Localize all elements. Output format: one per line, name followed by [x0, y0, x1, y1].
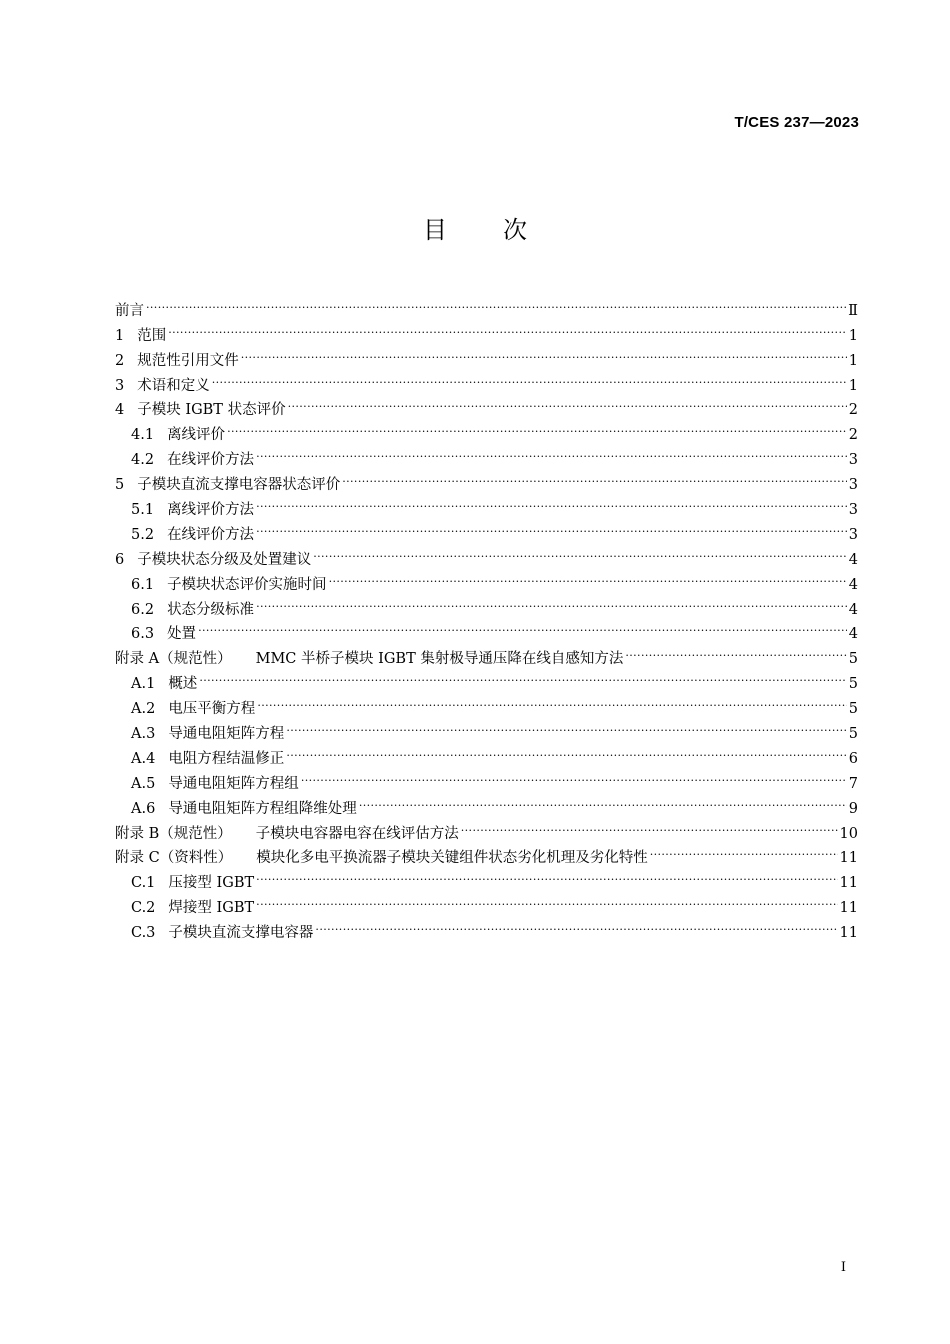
toc-entry-number: 5: [115, 477, 125, 494]
toc-entry-title: 离线评价方法: [167, 502, 255, 519]
toc-entry-number: A.6: [131, 800, 156, 817]
toc-entry-title: 在线评价方法: [167, 452, 255, 469]
toc-dot-leader: [212, 365, 847, 390]
toc-dot-leader: [461, 813, 838, 838]
toc-dot-leader: [625, 638, 846, 663]
toc-entry-title: 压接型 IGBT: [168, 875, 255, 892]
toc-entry[interactable]: [115, 663, 858, 693]
toc-dot-leader: [313, 539, 847, 564]
toc-entry-number: 4.2: [131, 452, 155, 469]
toc-entry-title: 前言: [115, 302, 144, 319]
toc-entry-number: A.1: [131, 676, 156, 693]
toc-dot-leader: [227, 414, 847, 439]
toc-entry-page: 7: [848, 775, 858, 792]
toc-entry[interactable]: [115, 390, 858, 419]
toc-entry-page: 1: [848, 327, 858, 344]
toc-dot-leader: [256, 862, 837, 887]
standard-number: T/CES 237—2023: [734, 114, 859, 131]
toc-entry-page: 11: [839, 925, 858, 942]
toc-entry-title: 焊接型 IGBT: [168, 900, 255, 917]
toc-entry-page: 9: [848, 800, 858, 817]
toc-entry-title: 术语和定义: [137, 377, 210, 394]
toc-entry-page: 1: [848, 352, 858, 369]
toc-entry-title: 状态分级标准: [167, 601, 255, 618]
toc-entry-number: A.4: [131, 750, 156, 767]
toc-entry[interactable]: [115, 340, 858, 369]
toc-entry[interactable]: [115, 290, 858, 319]
toc-entry-title: 模块化多电平换流器子模块关键组件状态劣化机理及劣化特性: [256, 850, 648, 867]
toc-dot-leader: [256, 439, 847, 464]
toc-entry-title: 子模块状态评价实施时间: [167, 576, 327, 593]
toc-entry-page: 4: [848, 551, 858, 568]
toc-entry-number: 4: [115, 402, 125, 419]
toc-entry-page: 1: [848, 377, 858, 394]
toc-entry-title: 导通电阻矩阵方程: [168, 726, 285, 743]
toc-dot-leader: [256, 887, 837, 912]
toc-entry-number: 附录 C（资料性）: [115, 850, 233, 867]
toc-entry-title: 规范性引用文件: [137, 352, 239, 369]
toc-entry-page: 4: [848, 601, 858, 618]
toc-entry-title: 电阻方程结温修正: [168, 750, 285, 767]
toc-entry[interactable]: [115, 414, 858, 444]
toc-entry-page: Ⅱ: [848, 302, 858, 319]
toc-entry-title: 电压平衡方程: [168, 701, 256, 718]
toc-dot-leader: [315, 912, 837, 937]
toc-entry-page: 11: [839, 900, 858, 917]
toc-entry[interactable]: [115, 365, 858, 394]
toc-entry-number: 1: [115, 327, 125, 344]
toc-entry-title: 离线评价: [167, 427, 226, 444]
toc-dot-leader: [256, 514, 847, 539]
toc-dot-leader: [342, 464, 847, 489]
toc-entry-page: 11: [839, 850, 858, 867]
table-of-contents: [115, 290, 858, 942]
toc-dot-leader: [256, 489, 847, 514]
toc-entry-page: 3: [848, 452, 858, 469]
toc-dot-leader: [301, 763, 847, 788]
toc-entry-number: 附录 B（规范性）: [115, 825, 232, 842]
toc-entry[interactable]: [115, 638, 858, 668]
toc-entry-number: C.3: [131, 925, 156, 942]
toc-entry-title: 导通电阻矩阵方程组降维处理: [168, 800, 357, 817]
toc-entry-page: 2: [848, 402, 858, 419]
toc-entry-page: 11: [839, 875, 858, 892]
toc-entry-number: 附录 A（规范性）: [115, 651, 232, 668]
toc-entry-number: C.2: [131, 900, 156, 917]
toc-entry-number: 6.3: [131, 626, 155, 643]
toc-dot-leader: [241, 340, 847, 365]
page-number: I: [840, 1260, 846, 1275]
toc-entry-number: 5.2: [131, 526, 155, 543]
toc-entry-page: 4: [848, 626, 858, 643]
toc-entry-title: 范围: [137, 327, 167, 344]
toc-entry-page: 3: [848, 477, 858, 494]
toc-entry-title: 导通电阻矩阵方程组: [168, 775, 299, 792]
toc-entry-number: 3: [115, 377, 125, 394]
toc-dot-leader: [168, 315, 847, 340]
toc-entry[interactable]: [115, 315, 858, 344]
toc-dot-leader: [146, 290, 846, 315]
toc-entry-page: 2: [848, 427, 858, 444]
toc-dot-leader: [256, 589, 847, 614]
toc-dot-leader: [288, 390, 847, 415]
toc-dot-leader: [257, 688, 846, 713]
page-title: 目次: [423, 216, 583, 244]
toc-entry-number: 4.1: [131, 427, 155, 444]
toc-entry-page: 5: [848, 651, 858, 668]
toc-entry-page: 5: [848, 701, 858, 718]
toc-entry-number: 6.2: [131, 601, 155, 618]
toc-entry-title: 在线评价方法: [167, 526, 255, 543]
toc-dot-leader: [198, 614, 847, 639]
toc-entry-number: A.5: [131, 775, 156, 792]
toc-dot-leader: [359, 788, 847, 813]
toc-entry-number: A.3: [131, 726, 156, 743]
toc-entry-number: C.1: [131, 875, 156, 892]
toc-entry-page: 3: [848, 526, 858, 543]
toc-entry-title: 概述: [168, 676, 198, 693]
toc-entry-number: 2: [115, 352, 125, 369]
toc-entry-title: 子模块 IGBT 状态评价: [137, 402, 286, 419]
toc-entry-page: 6: [848, 750, 858, 767]
toc-entry-title: 子模块状态分级及处置建议: [137, 551, 312, 568]
toc-entry-number: 6.1: [131, 576, 155, 593]
toc-entry-page: 5: [848, 726, 858, 743]
toc-entry-page: 4: [848, 576, 858, 593]
toc-dot-leader: [329, 564, 847, 589]
toc-entry-title: 子模块直流支撑电容器: [168, 925, 314, 942]
toc-entry-number: 6: [115, 551, 125, 568]
toc-entry-number: 5.1: [131, 502, 155, 519]
toc-entry-title: 处置: [167, 626, 197, 643]
toc-entry[interactable]: [115, 688, 858, 718]
toc-entry[interactable]: [115, 614, 858, 643]
toc-dot-leader: [650, 838, 838, 863]
toc-entry-page: 3: [848, 502, 858, 519]
toc-entry-title: 子模块直流支撑电容器状态评价: [137, 477, 341, 494]
toc-entry-title: MMC 半桥子模块 IGBT 集射极导通压降在线自感知方法: [255, 651, 624, 668]
toc-entry[interactable]: [115, 439, 858, 469]
toc-dot-leader: [286, 738, 846, 763]
toc-dot-leader: [286, 713, 846, 738]
toc-entry-title: 子模块电容器电容在线评估方法: [255, 825, 459, 842]
toc-entry-page: 10: [839, 825, 858, 842]
toc-entry-number: A.2: [131, 701, 156, 718]
toc-entry-page: 5: [848, 676, 858, 693]
toc-dot-leader: [199, 663, 846, 688]
